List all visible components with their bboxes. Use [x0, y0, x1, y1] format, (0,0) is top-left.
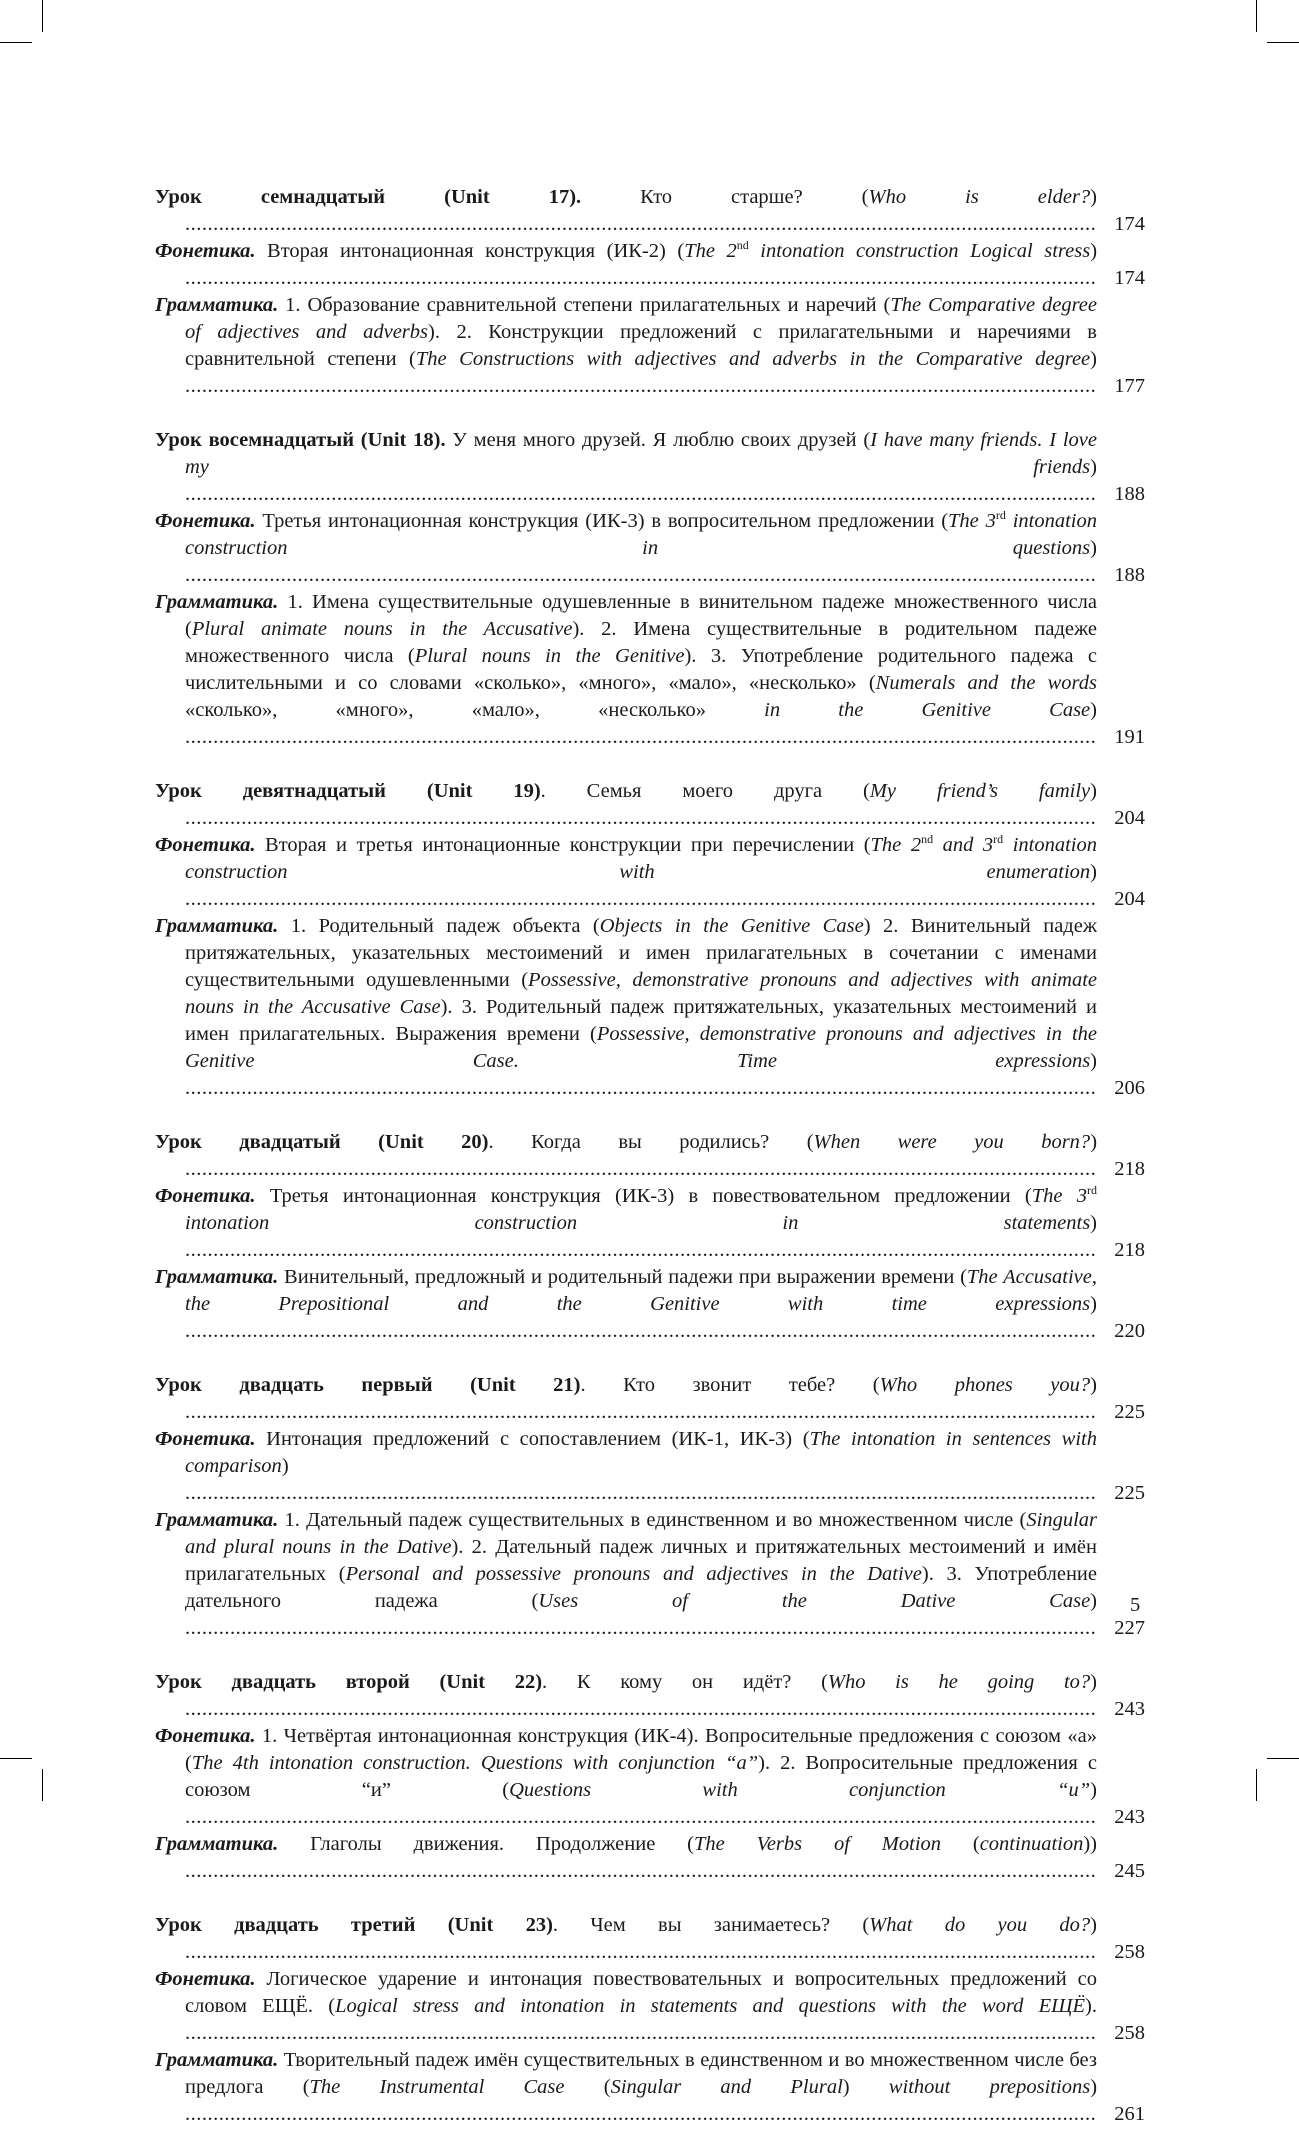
section-label: Фонетика.: [155, 834, 256, 856]
toc-text: Who is he going to?: [827, 1671, 1091, 1693]
toc-entry: [155, 508, 1145, 589]
toc-entry: [155, 778, 1145, 832]
toc-text: ) 2. Винительный падеж притяжательных, указательных местоимений и имен прилагательных в сочетании с именами существительными одушевленными (: [185, 915, 1097, 991]
toc-entry-text: [155, 1966, 1097, 2047]
toc-entry-text: [155, 1264, 1097, 1345]
toc-text: )): [1083, 1833, 1097, 1855]
toc-page-number: 225: [1114, 1401, 1145, 1423]
toc-entry-text: [155, 1912, 1097, 1966]
toc-entry: [155, 427, 1145, 508]
toc-page-number: 218: [1114, 1158, 1145, 1180]
toc-text: rd: [1087, 1183, 1097, 1197]
toc-text: Who is elder?: [868, 186, 1091, 208]
toc-text: Singular and Plural: [610, 2076, 843, 2098]
toc-text: The 3: [948, 510, 996, 532]
toc-text: Третья интонационная конструкция (ИК-3) в повествовательном предложении (: [255, 1185, 1032, 1207]
toc-text: ): [1090, 861, 1097, 883]
toc-entry-text: [155, 184, 1097, 238]
crop-mark: [42, 0, 43, 32]
toc-text: continuation: [979, 1833, 1084, 1855]
toc-text: intonation construction Logical stress: [748, 240, 1091, 262]
section-label: Фонетика.: [155, 1725, 256, 1747]
toc-page-number: 243: [1114, 1698, 1145, 1720]
toc-entry-text: [155, 913, 1097, 1102]
unit-heading: Урок двадцать первый (Unit 21): [155, 1374, 581, 1396]
toc-text: nd: [736, 238, 749, 252]
section-label: Грамматика.: [155, 1509, 279, 1531]
toc-unit: [155, 1129, 1145, 1345]
toc-entry: [155, 292, 1145, 400]
toc-entry-text: [155, 832, 1097, 913]
toc-entry-text: [155, 1723, 1097, 1831]
toc-text: intonation construction in statements: [185, 1212, 1091, 1234]
toc-page-number: 188: [1114, 483, 1145, 505]
toc-page-number: 177: [1114, 375, 1145, 397]
toc-text: ): [1090, 1671, 1097, 1693]
toc-unit: [155, 778, 1145, 1102]
toc-text: ). 3. Употребление дательного падежа (: [185, 1563, 1097, 1612]
toc-text: I have many friends. I love my friends: [185, 429, 1097, 478]
toc-page-number: 258: [1114, 1941, 1145, 1963]
toc-text: The 2: [870, 834, 922, 856]
section-label: Грамматика.: [155, 2049, 279, 2071]
toc-text: ): [1090, 1212, 1097, 1234]
toc-text: The Comparative degree of adjectives and adverbs: [185, 294, 1097, 343]
toc-text: intonation construction in questions: [185, 510, 1097, 559]
toc-text: ): [1090, 1050, 1097, 1072]
table-of-contents: [155, 184, 1145, 2155]
toc-text: . Семья моего друга (: [540, 780, 870, 802]
toc-entry: [155, 1426, 1145, 1507]
toc-text: ): [1090, 1914, 1097, 1936]
toc-text: The 2: [684, 240, 737, 262]
unit-heading: Урок восемнадцатый (Unit 18).: [155, 429, 446, 451]
toc-text: ): [1090, 1779, 1097, 1801]
toc-text: What do you do?: [869, 1914, 1091, 1936]
toc-text: 1. Образование сравнительной степени прилагательных и наречий (: [278, 294, 891, 316]
toc-unit: [155, 184, 1145, 400]
toc-page-number: 245: [1114, 1860, 1145, 1882]
toc-text: ). 3. Употребление родительного падежа с числительными и со словами «сколько», «много», «мало», «несколько» (: [185, 645, 1097, 694]
toc-text: nd: [921, 832, 934, 846]
toc-entry: [155, 2047, 1145, 2128]
toc-entry-text: [155, 508, 1097, 589]
toc-entry: [155, 1507, 1145, 1642]
toc-entry-text: [155, 1183, 1097, 1264]
crop-mark: [42, 1769, 43, 1801]
toc-unit: [155, 1669, 1145, 1885]
crop-mark: [1267, 1758, 1299, 1759]
toc-text: Personal and possessive pronouns and adjectives in the Dative: [345, 1563, 922, 1585]
toc-entry: [155, 1129, 1145, 1183]
toc-page-number: 204: [1114, 807, 1145, 829]
section-label: Грамматика.: [155, 294, 279, 316]
toc-text: ): [1090, 186, 1097, 208]
toc-entry: [155, 589, 1145, 751]
toc-text: . Когда вы родились? (: [488, 1131, 814, 1153]
toc-text: Who phones you?: [879, 1374, 1091, 1396]
section-label: Фонетика.: [155, 240, 256, 262]
toc-text: 1. Четвёртая интонационная конструкция (ИК-4). Вопросительные предложения с союзом «а» (: [185, 1725, 1097, 1774]
toc-text: rd: [993, 832, 1004, 846]
toc-text: The Verbs of Motion: [693, 1833, 942, 1855]
toc-text: ): [281, 1455, 289, 1477]
unit-heading: Урок двадцать второй (Unit 22): [155, 1671, 543, 1693]
toc-entry-text: [155, 1507, 1097, 1642]
toc-text: When were you born?: [813, 1131, 1091, 1153]
toc-unit: [155, 1372, 1145, 1642]
toc-text: «сколько», «много», «мало», «несколько»: [185, 699, 765, 721]
toc-text: У меня много друзей. Я люблю своих друзей (: [445, 429, 871, 451]
toc-text: Логическое ударение и интонация повествовательных и вопросительных предложений со словом ЕЩЁ. (: [185, 1968, 1097, 2017]
toc-text: ): [1090, 1293, 1097, 1315]
toc-text: ). 2. Имена существительные в родительном падеже множественного числа (: [185, 618, 1097, 667]
crop-mark: [0, 1758, 32, 1759]
toc-text: ): [1090, 1374, 1097, 1396]
toc-text: ): [1090, 348, 1097, 370]
toc-text: Numerals and the words: [875, 672, 1097, 694]
unit-heading: Урок девятнадцатый (Unit 19): [155, 780, 541, 802]
toc-text: 1. Имена существительные одушевленные в винительном падеже множественного числа (: [185, 591, 1097, 640]
toc-entry: [155, 1966, 1145, 2047]
toc-entry: [155, 1669, 1145, 1723]
toc-page-number: 174: [1114, 267, 1145, 289]
unit-heading: Урок двадцать третий (Unit 23): [155, 1914, 553, 1936]
toc-text: 1. Родительный падеж объекта (: [278, 915, 600, 937]
toc-text: ).: [1085, 1995, 1097, 2017]
toc-entry-text: [155, 1831, 1097, 1885]
page-number: 5: [1130, 1594, 1141, 1616]
toc-text: ): [1090, 780, 1097, 802]
section-label: Фонетика.: [155, 1968, 256, 1990]
toc-page-number: 188: [1114, 564, 1145, 586]
toc-text: ). 2. Дательный падеж личных и притяжательных местоимений и имён прилагательных (: [185, 1536, 1097, 1585]
toc-text: Plural nouns in the Genitive: [414, 645, 685, 667]
toc-text: My friend’s family: [869, 780, 1091, 802]
toc-page-number: 227: [1114, 1617, 1145, 1639]
toc-text: ): [1090, 456, 1097, 478]
toc-page-number: 191: [1114, 726, 1145, 748]
toc-text: in the Genitive Case: [764, 699, 1091, 721]
toc-text: Интонация предложений с сопоставлением (ИК-1, ИК-3) (: [255, 1428, 810, 1450]
toc-page-number: 220: [1114, 1320, 1145, 1342]
toc-entry-text: [155, 1669, 1097, 1723]
toc-text: Possessive, demonstrative pronouns and adjectives in the Genitive Case. Time expressions: [185, 1023, 1097, 1072]
toc-page-number: 204: [1114, 888, 1145, 910]
section-label: Грамматика.: [155, 1266, 279, 1288]
toc-text: The 3: [1031, 1185, 1088, 1207]
crop-mark: [1256, 1769, 1257, 1801]
toc-text: and 3: [933, 834, 994, 856]
section-label: Фонетика.: [155, 510, 256, 532]
toc-text: Possessive, demonstrative pronouns and adjectives with animate nouns in the Accusative Case: [185, 969, 1097, 1018]
toc-text: The Instrumental Case: [309, 2076, 565, 2098]
toc-entry-text: [155, 1372, 1097, 1426]
toc-page-number: 206: [1114, 1077, 1145, 1099]
section-label: Грамматика.: [155, 1833, 279, 1855]
toc-text: ): [1090, 1131, 1097, 1153]
toc-text: ): [1090, 537, 1097, 559]
toc-text: Singular and plural nouns in the Dative: [185, 1509, 1097, 1558]
toc-entry: [155, 1183, 1145, 1264]
section-label: Фонетика.: [155, 1428, 256, 1450]
toc-text: intonation construction with enumeration: [185, 834, 1097, 883]
toc-text: Plural animate nouns in the Accusative: [191, 618, 573, 640]
crop-mark: [0, 42, 32, 43]
toc-entry-text: [155, 292, 1097, 400]
toc-entry-text: [155, 238, 1097, 292]
toc-text: Третья интонационная конструкция (ИК-3) в вопросительном предложении (: [255, 510, 949, 532]
toc-page-number: 225: [1114, 1482, 1145, 1504]
toc-entry-text: [155, 1129, 1097, 1183]
crop-mark: [1267, 42, 1299, 43]
toc-entry: [155, 184, 1145, 238]
toc-entry: [155, 1723, 1145, 1831]
section-label: Фонетика.: [155, 1185, 256, 1207]
toc-text: ): [1090, 1590, 1097, 1612]
toc-text: Objects in the Genitive Case: [599, 915, 864, 937]
toc-unit: [155, 1912, 1145, 2128]
unit-heading: Урок семнадцатый (Unit 17).: [155, 186, 582, 208]
toc-page-number: 243: [1114, 1806, 1145, 1828]
toc-text: Logical stress and intonation in statements and questions with the word ЕЩЁ: [335, 1995, 1086, 2017]
toc-text: Кто старше? (: [581, 186, 869, 208]
toc-text: The intonation in sentences with comparison: [185, 1428, 1097, 1477]
toc-text: ): [842, 2076, 889, 2098]
toc-unit: [155, 427, 1145, 751]
toc-entry-text: [155, 427, 1097, 508]
toc-text: The Accusative, the Prepositional and the Genitive with time expressions: [185, 1266, 1097, 1315]
toc-entry: [155, 238, 1145, 292]
toc-text: ). 3. Родительный падеж притяжательных, указательных местоимений и имен прилагательных. Выражения времени (: [185, 996, 1097, 1045]
toc-entry-text: [155, 1426, 1097, 1507]
toc-text: rd: [995, 508, 1006, 522]
toc-entry: [155, 1831, 1145, 1885]
toc-text: Вторая интонационная конструкция (ИК-2) (: [255, 240, 685, 262]
toc-text: Творительный падеж имён существительных в единственном и во множественном числе без предлога (: [185, 2049, 1097, 2098]
toc-text: ): [1090, 699, 1097, 721]
toc-page-number: 218: [1114, 1239, 1145, 1261]
toc-entry: [155, 832, 1145, 913]
toc-text: (: [941, 1833, 980, 1855]
section-label: Грамматика.: [155, 915, 279, 937]
toc-text: Винительный, предложный и родительный падежи при выражении времени (: [278, 1266, 967, 1288]
toc-entry: [155, 913, 1145, 1102]
toc-text: . К кому он идёт? (: [542, 1671, 828, 1693]
toc-page-number: 261: [1114, 2103, 1145, 2125]
toc-entry-text: [155, 778, 1097, 832]
toc-page-number: 174: [1114, 213, 1145, 235]
toc-text: Вторая и третья интонационные конструкции при перечислении (: [255, 834, 871, 856]
toc-text: . Кто звонит тебе? (: [580, 1374, 880, 1396]
toc-entry: [155, 1912, 1145, 1966]
toc-text: Глаголы движения. Продолжение (: [278, 1833, 694, 1855]
toc-entry-text: [155, 589, 1097, 751]
toc-text: The 4th intonation construction. Questions with conjunction “a”: [191, 1752, 759, 1774]
toc-text: ). 2. Конструкции предложений с прилагательными и наречиями в сравнительной степени (: [185, 321, 1097, 370]
toc-text: The Constructions with adjectives and adverbs in the Comparative degree: [415, 348, 1091, 370]
toc-page-number: 258: [1114, 2022, 1145, 2044]
toc-text: 1. Дательный падеж существительных в единственном и во множественном числе (: [278, 1509, 1027, 1531]
toc-text: ): [1090, 2076, 1097, 2098]
toc-text: . Чем вы занимаетесь? (: [552, 1914, 870, 1936]
toc-entry: [155, 1264, 1145, 1345]
toc-text: without prepositions: [888, 2076, 1091, 2098]
section-label: Грамматика.: [155, 591, 279, 613]
unit-heading: Урок двадцатый (Unit 20): [155, 1131, 489, 1153]
crop-mark: [1256, 0, 1257, 32]
toc-text: Questions with conjunction “и”: [509, 1779, 1091, 1801]
toc-entry-text: [155, 2047, 1097, 2128]
toc-entry: [155, 1372, 1145, 1426]
toc-text: Uses of the Dative Case: [538, 1590, 1091, 1612]
toc-text: ). 2. Вопросительные предложения с союзом “и” (: [185, 1752, 1097, 1801]
toc-text: (: [564, 2076, 611, 2098]
toc-text: ): [1090, 240, 1097, 262]
